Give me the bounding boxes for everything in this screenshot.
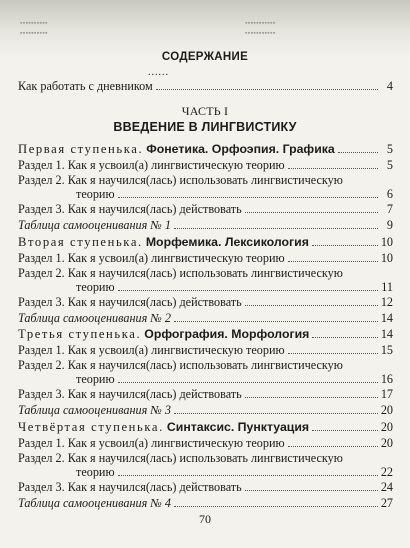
entry-page: 10 xyxy=(380,251,393,265)
entry-title: Раздел 2. Как я научился(лась) использовать лингвистическую xyxy=(18,173,343,187)
dot-leader xyxy=(156,88,378,90)
entry-title: Раздел 2. Как я научился(лась) использовать лингвистическую xyxy=(18,266,343,280)
dot-leader xyxy=(245,304,378,306)
toc-section-2[interactable] xyxy=(18,358,393,372)
dot-leader xyxy=(118,289,378,291)
part-label: ЧАСТЬ I xyxy=(181,104,229,118)
entry-page: 9 xyxy=(386,218,393,232)
entry-title: Раздел 3. Как я научился(лась) действовать xyxy=(18,480,242,494)
toc-step-3[interactable] xyxy=(18,327,393,341)
toc-section-3[interactable] xyxy=(18,387,393,401)
entry-title: теорию xyxy=(76,372,115,386)
toc-section-2[interactable] xyxy=(18,173,393,187)
toc-section-2[interactable] xyxy=(18,451,393,465)
step-title xyxy=(18,142,335,156)
toc-section-2[interactable] xyxy=(18,266,393,280)
entry-title: Как работать с дневником xyxy=(18,79,153,93)
entry-page: 20 xyxy=(380,403,393,417)
dot-leader xyxy=(312,336,377,338)
entry-title: Раздел 1. Как я усвоил(а) лингвистическую теорию xyxy=(18,158,285,172)
step-subject: Морфемика. Лексикология xyxy=(145,235,309,249)
dot-leader xyxy=(288,352,378,354)
entry-page: 7 xyxy=(386,202,393,216)
ghost-text: ▪▪▪▪▪▪▪▪▪▪ xyxy=(20,30,48,37)
dot-leader xyxy=(288,167,378,169)
entry-title: Раздел 3. Как я научился(лась) действовать xyxy=(18,295,242,309)
entry-title: Раздел 3. Как я научился(лась) действовать xyxy=(18,202,242,216)
dot-leader xyxy=(118,381,378,383)
entry-page: 20 xyxy=(380,436,393,450)
step-name: Четвёртая ступенька. xyxy=(18,420,164,434)
toc-section-1[interactable] xyxy=(18,158,393,172)
entry-title: Раздел 2. Как я научился(лась) использовать лингвистическую xyxy=(18,358,343,372)
step-subject: Синтаксис. Пунктуация xyxy=(166,420,310,434)
toc-section-1[interactable] xyxy=(18,343,393,357)
dot-leader xyxy=(174,412,378,414)
toc-step-2[interactable] xyxy=(18,235,393,249)
toc-section-1[interactable] xyxy=(18,436,393,450)
entry-title: теорию xyxy=(76,465,115,479)
dot-leader xyxy=(174,505,378,507)
dot-leader xyxy=(118,474,378,476)
entry-title: теорию xyxy=(76,187,115,201)
step-name: Вторая ступенька. xyxy=(18,235,143,249)
contents-heading: СОДЕРЖАНИЕ xyxy=(161,51,249,63)
step-title xyxy=(18,420,309,434)
toc-section-3[interactable] xyxy=(18,480,393,494)
toc-section-1[interactable] xyxy=(18,251,393,265)
entry-page: 20 xyxy=(380,420,393,434)
toc-self-assessment-table[interactable] xyxy=(18,311,393,325)
entry-title: Раздел 1. Как я усвоил(а) лингвистическую теорию xyxy=(18,343,285,357)
step-name: Третья ступенька. xyxy=(18,327,142,341)
entry-page: 14 xyxy=(380,327,393,341)
entry-page: 17 xyxy=(380,387,393,401)
heading-dots: ...... xyxy=(148,67,169,78)
entry-page: 11 xyxy=(381,280,393,294)
entry-title: Раздел 1. Как я усвоил(а) лингвистическую теорию xyxy=(18,436,285,450)
entry-title: Раздел 3. Как я научился(лась) действовать xyxy=(18,387,242,401)
entry-page: 14 xyxy=(380,311,393,325)
toc-entry-intro[interactable] xyxy=(18,79,393,93)
dot-leader xyxy=(312,244,378,246)
ghost-text: ▪▪▪▪▪▪▪▪▪▪ xyxy=(20,20,48,27)
entry-title: Раздел 1. Как я усвоил(а) лингвистическую теорию xyxy=(18,251,285,265)
toc-step-1[interactable] xyxy=(18,142,393,156)
entry-page: 27 xyxy=(380,496,393,510)
entry-page: 6 xyxy=(386,187,393,201)
entry-title: теорию xyxy=(76,280,115,294)
part-title: ВВЕДЕНИЕ В ЛИНГВИСТИКУ xyxy=(113,120,297,134)
entry-page: 22 xyxy=(380,465,393,479)
toc-step-4[interactable] xyxy=(18,420,393,434)
page-number: 70 xyxy=(199,512,211,526)
entry-page: 10 xyxy=(380,235,393,249)
entry-title: Таблица самооценивания № 3 xyxy=(18,403,171,417)
toc-section-2-cont[interactable] xyxy=(76,280,393,294)
toc-section-3[interactable] xyxy=(18,295,393,309)
dot-leader xyxy=(288,445,378,447)
entry-page: 16 xyxy=(380,372,393,386)
toc-section-3[interactable] xyxy=(18,202,393,216)
ghost-text: ▪▪▪▪▪▪▪▪▪▪▪ xyxy=(245,30,276,37)
entry-page: 15 xyxy=(380,343,393,357)
entry-page: 24 xyxy=(380,480,393,494)
toc-self-assessment-table[interactable] xyxy=(18,403,393,417)
dot-leader xyxy=(174,320,378,322)
step-name: Первая ступенька. xyxy=(18,142,144,156)
toc-section-2-cont[interactable] xyxy=(76,372,393,386)
entry-page: 5 xyxy=(386,142,393,156)
entry-title: Раздел 2. Как я научился(лась) использовать лингвистическую xyxy=(18,451,343,465)
dot-leader xyxy=(174,227,378,229)
entry-title: Таблица самооценивания № 1 xyxy=(18,218,171,232)
entry-page: 5 xyxy=(386,158,393,172)
dot-leader xyxy=(245,489,378,491)
entry-page: 4 xyxy=(386,79,393,93)
dot-leader xyxy=(312,429,378,431)
toc-self-assessment-table[interactable] xyxy=(18,496,393,510)
toc-section-2-cont[interactable] xyxy=(76,465,393,479)
toc-section-2-cont[interactable] xyxy=(76,187,393,201)
entry-title: Таблица самооценивания № 2 xyxy=(18,311,171,325)
step-subject: Фонетика. Орфоэпия. Графика xyxy=(146,142,335,156)
dot-leader xyxy=(288,260,378,262)
dot-leader xyxy=(338,151,378,153)
step-title xyxy=(18,327,309,341)
toc-self-assessment-table[interactable] xyxy=(18,218,393,232)
entry-title: Таблица самооценивания № 4 xyxy=(18,496,171,510)
previous-page-bleed xyxy=(0,0,410,58)
step-title xyxy=(18,235,309,249)
ghost-text: ▪▪▪▪▪▪▪▪▪▪▪ xyxy=(245,20,276,27)
entry-page: 12 xyxy=(380,295,393,309)
dot-leader xyxy=(245,396,378,398)
step-subject: Орфография. Морфология xyxy=(144,327,310,341)
dot-leader xyxy=(245,211,378,213)
dot-leader xyxy=(118,196,378,198)
